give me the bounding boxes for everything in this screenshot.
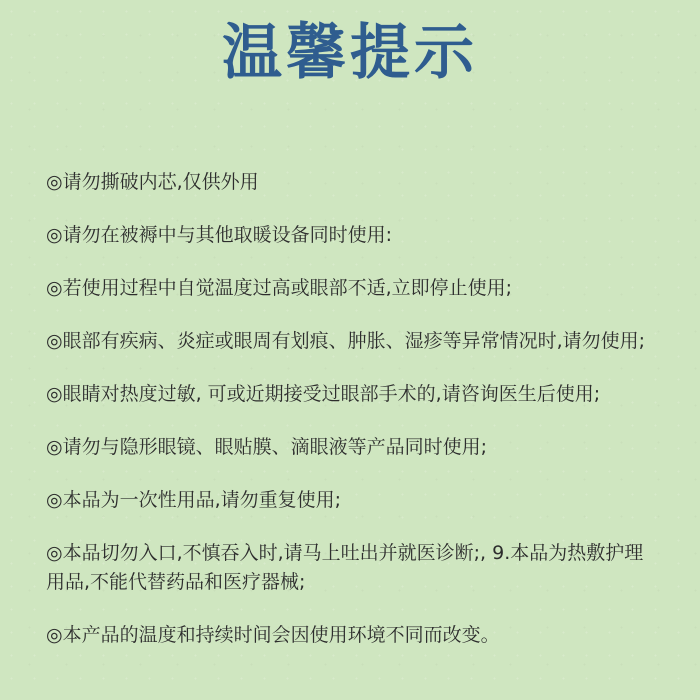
notice-item-7: ◎本品为一次性用品,请勿重复使用; — [46, 489, 342, 511]
notice-item-5: ◎眼睛对热度过敏, 可或近期接受过眼部手术的,请咨询医生后使用; — [46, 383, 601, 405]
page-title: 温馨提示 — [222, 18, 478, 88]
notice-list — [46, 168, 660, 674]
notice-item-2: ◎请勿在被褥中与其他取暖设备同时使用: — [46, 224, 392, 246]
notice-item-6: ◎请勿与隐形眼镜、眼贴膜、滴眼液等产品同时使用; — [46, 436, 487, 458]
notice-item-9: ◎本产品的温度和持续时间会因使用环境不同而改变。 — [46, 624, 500, 646]
notice-item-1: ◎请勿撕破内芯,仅供外用 — [46, 171, 259, 193]
notice-item-8: ◎本品切勿入口,不慎吞入时,请马上吐出并就医诊断;, 9.本品为热敷护理用品,不能代替药品和医疗器械; — [46, 542, 644, 593]
notice-item-4: ◎眼部有疾病、炎症或眼周有划痕、肿胀、湿疹等异常情况时,请勿使用; — [46, 330, 646, 352]
notice-item-3: ◎若使用过程中自觉温度过高或眼部不适,立即停止使用; — [46, 277, 513, 299]
